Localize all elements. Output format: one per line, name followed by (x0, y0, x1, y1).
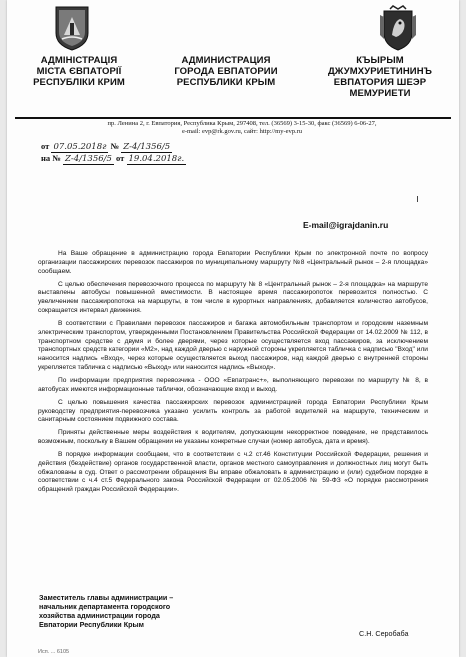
outgoing-date: 07.05.2018г (53, 142, 107, 152)
signer-position-line: начальник департамента городского (39, 602, 171, 611)
header-russian-line: ГОРОДА ЕВПАТОРИИ (174, 66, 278, 77)
header-ukrainian-line: РЕСПУБЛІКИ КРИМ (33, 77, 125, 88)
evpatoria-coat-of-arms-icon (54, 5, 90, 51)
body-paragraph: На Ваше обращение в администрацию города Евпатории Республики Крым по электронной почте по вопросу организации пассажирских перевозок пассажиров по муниципальному маршруту №8 «Центральный рынок – 2-я площадка» сообщаем. (38, 250, 428, 275)
header-russian-line: РЕСПУБЛИКИ КРЫМ (176, 77, 276, 88)
header-ukrainian (13, 55, 145, 99)
outgoing-registration (41, 141, 172, 152)
letter-page (7, 0, 459, 657)
letter-body (38, 250, 428, 499)
body-paragraph: По информации предприятия перевозчика - ООО «Евпатранс+», выполняющего перевозки по маршруту № 8, в автобусах имеются информационные таблички, обозначающие вход и выход. (38, 376, 428, 393)
reg-no-label: № (110, 141, 120, 151)
header-ukrainian-line: АДМІНІСТРАЦІЯ (40, 55, 118, 66)
header-crimean-tatar-line: ЕВПАТОРИЯ ШЕЭР (333, 77, 427, 88)
header-crimean-tatar-line: КЪЫРЫМ (356, 55, 404, 66)
header-russian-line: АДМИНИСТРАЦИЯ (181, 55, 271, 66)
crimea-coat-of-arms-icon (380, 5, 416, 51)
contact-block (37, 120, 447, 136)
signer-position-line: хозяйства администрации города (39, 611, 160, 620)
outgoing-number: Z-4/1356/5 (123, 142, 171, 152)
header-ukrainian-line: МІСТА ЄВПАТОРІЇ (36, 66, 122, 77)
body-paragraph: Приняты действенные меры воздействия к водителям, допускающим некорректное поведение, не представилось возможным, поскольку в Вашем обращении не указаны конкретные случаи (номер автобуса, дата и время). (38, 429, 428, 446)
contact-web: e-mail: evp@rk.gov.ru, сайт: http://my-evp.ru (181, 128, 303, 135)
body-paragraph: В соответствии с Правилами перевозок пассажиров и багажа автомобильным транспортом и городским наземным электрическим транспортом, утвержденными Постановлением Правительства Российской Федерации от 14.02.2009 № 112, в транспортном средстве с двумя и более дверями, через которые осуществляется вход пассажиров, за исключением транспортных средств категории «М2», над каждой дверью с наружной стороны укрепляется табличка с надписью "Вход" или наносится надпись «Вход», через которые осуществляется выход пассажиров, над каждой дверью с внутренней стороны укрепляется табличка с надписью «Выход» или наносится надпись «Выход». (38, 319, 428, 371)
reg-from-label: от (116, 153, 125, 163)
signer-name: С.Н. Серобаба (359, 629, 409, 638)
incoming-registration (41, 153, 186, 164)
reg-prefix: от (41, 141, 50, 151)
header-crimean-tatar (307, 55, 453, 99)
header-divider (15, 117, 451, 119)
header-crimean-tatar-line: ДЖУМХУРИЕТИНИНЪ (327, 66, 433, 77)
footer-fragment: Исп. ... 6105 (38, 649, 70, 655)
header-russian (153, 55, 299, 99)
recipient-email: E-mail@igrajdanin.ru (303, 220, 389, 230)
margin-mark (417, 196, 418, 202)
signer-position-line: Евпатории Республики Крым (39, 620, 144, 629)
body-paragraph: С целью повышения качества пассажирских перевозок администрацией города Евпатории Республики Крым руководству предприятия-перевозчика указано усилить контроль за работой водителей на маршруте, техническим и санитарным состоянием подвижного состава. (38, 398, 428, 424)
letterhead (13, 55, 453, 99)
signer-position (39, 593, 173, 629)
incoming-date: 19.04.2018г. (128, 154, 185, 164)
body-paragraph: В порядке информации сообщаем, что в соответствии с ч.2 ст.46 Конституции Российской Федерации, решения и действия (бездействие) органов государственной власти, органов местного самоуправления и должностных лиц могут быть обжалованы в суд. Ответ о рассмотрении обращения Вы вправе обжаловать в администрацию и (или) судебном порядке в соответствии с ч.4 ст.5 Федерального закона Российской Федерации от 02.05.2006 № 59-ФЗ «О порядке рассмотрения обращений граждан Российской Федерации». (38, 451, 428, 494)
body-paragraph: С целью обеспечения перевозочного процесса по маршруту № 8 «Центральный рынок – 2-я площадка» на маршруте выставлены автобусы повышенной вместимости. В настоящее время пассажиропоток перевозится полностью. С увеличением пассажиропотока на маршруты, в том числе в курортных направлениях, добавляется количество автобусов, сокращается интервал движения. (38, 280, 428, 314)
reg-prefix: на № (41, 153, 61, 163)
header-crimean-tatar-line: МЕМУРИЕТИ (349, 88, 411, 99)
incoming-number: Z-4/1356/5 (64, 154, 112, 164)
contact-address: пр. Ленина 2, г. Евпатория, Республика Крым, 297408, тел. (36569) 3-15-30, факс (36569) 6-06-27, (107, 120, 377, 127)
signer-position-line: Заместитель главы администрации – (39, 593, 174, 602)
